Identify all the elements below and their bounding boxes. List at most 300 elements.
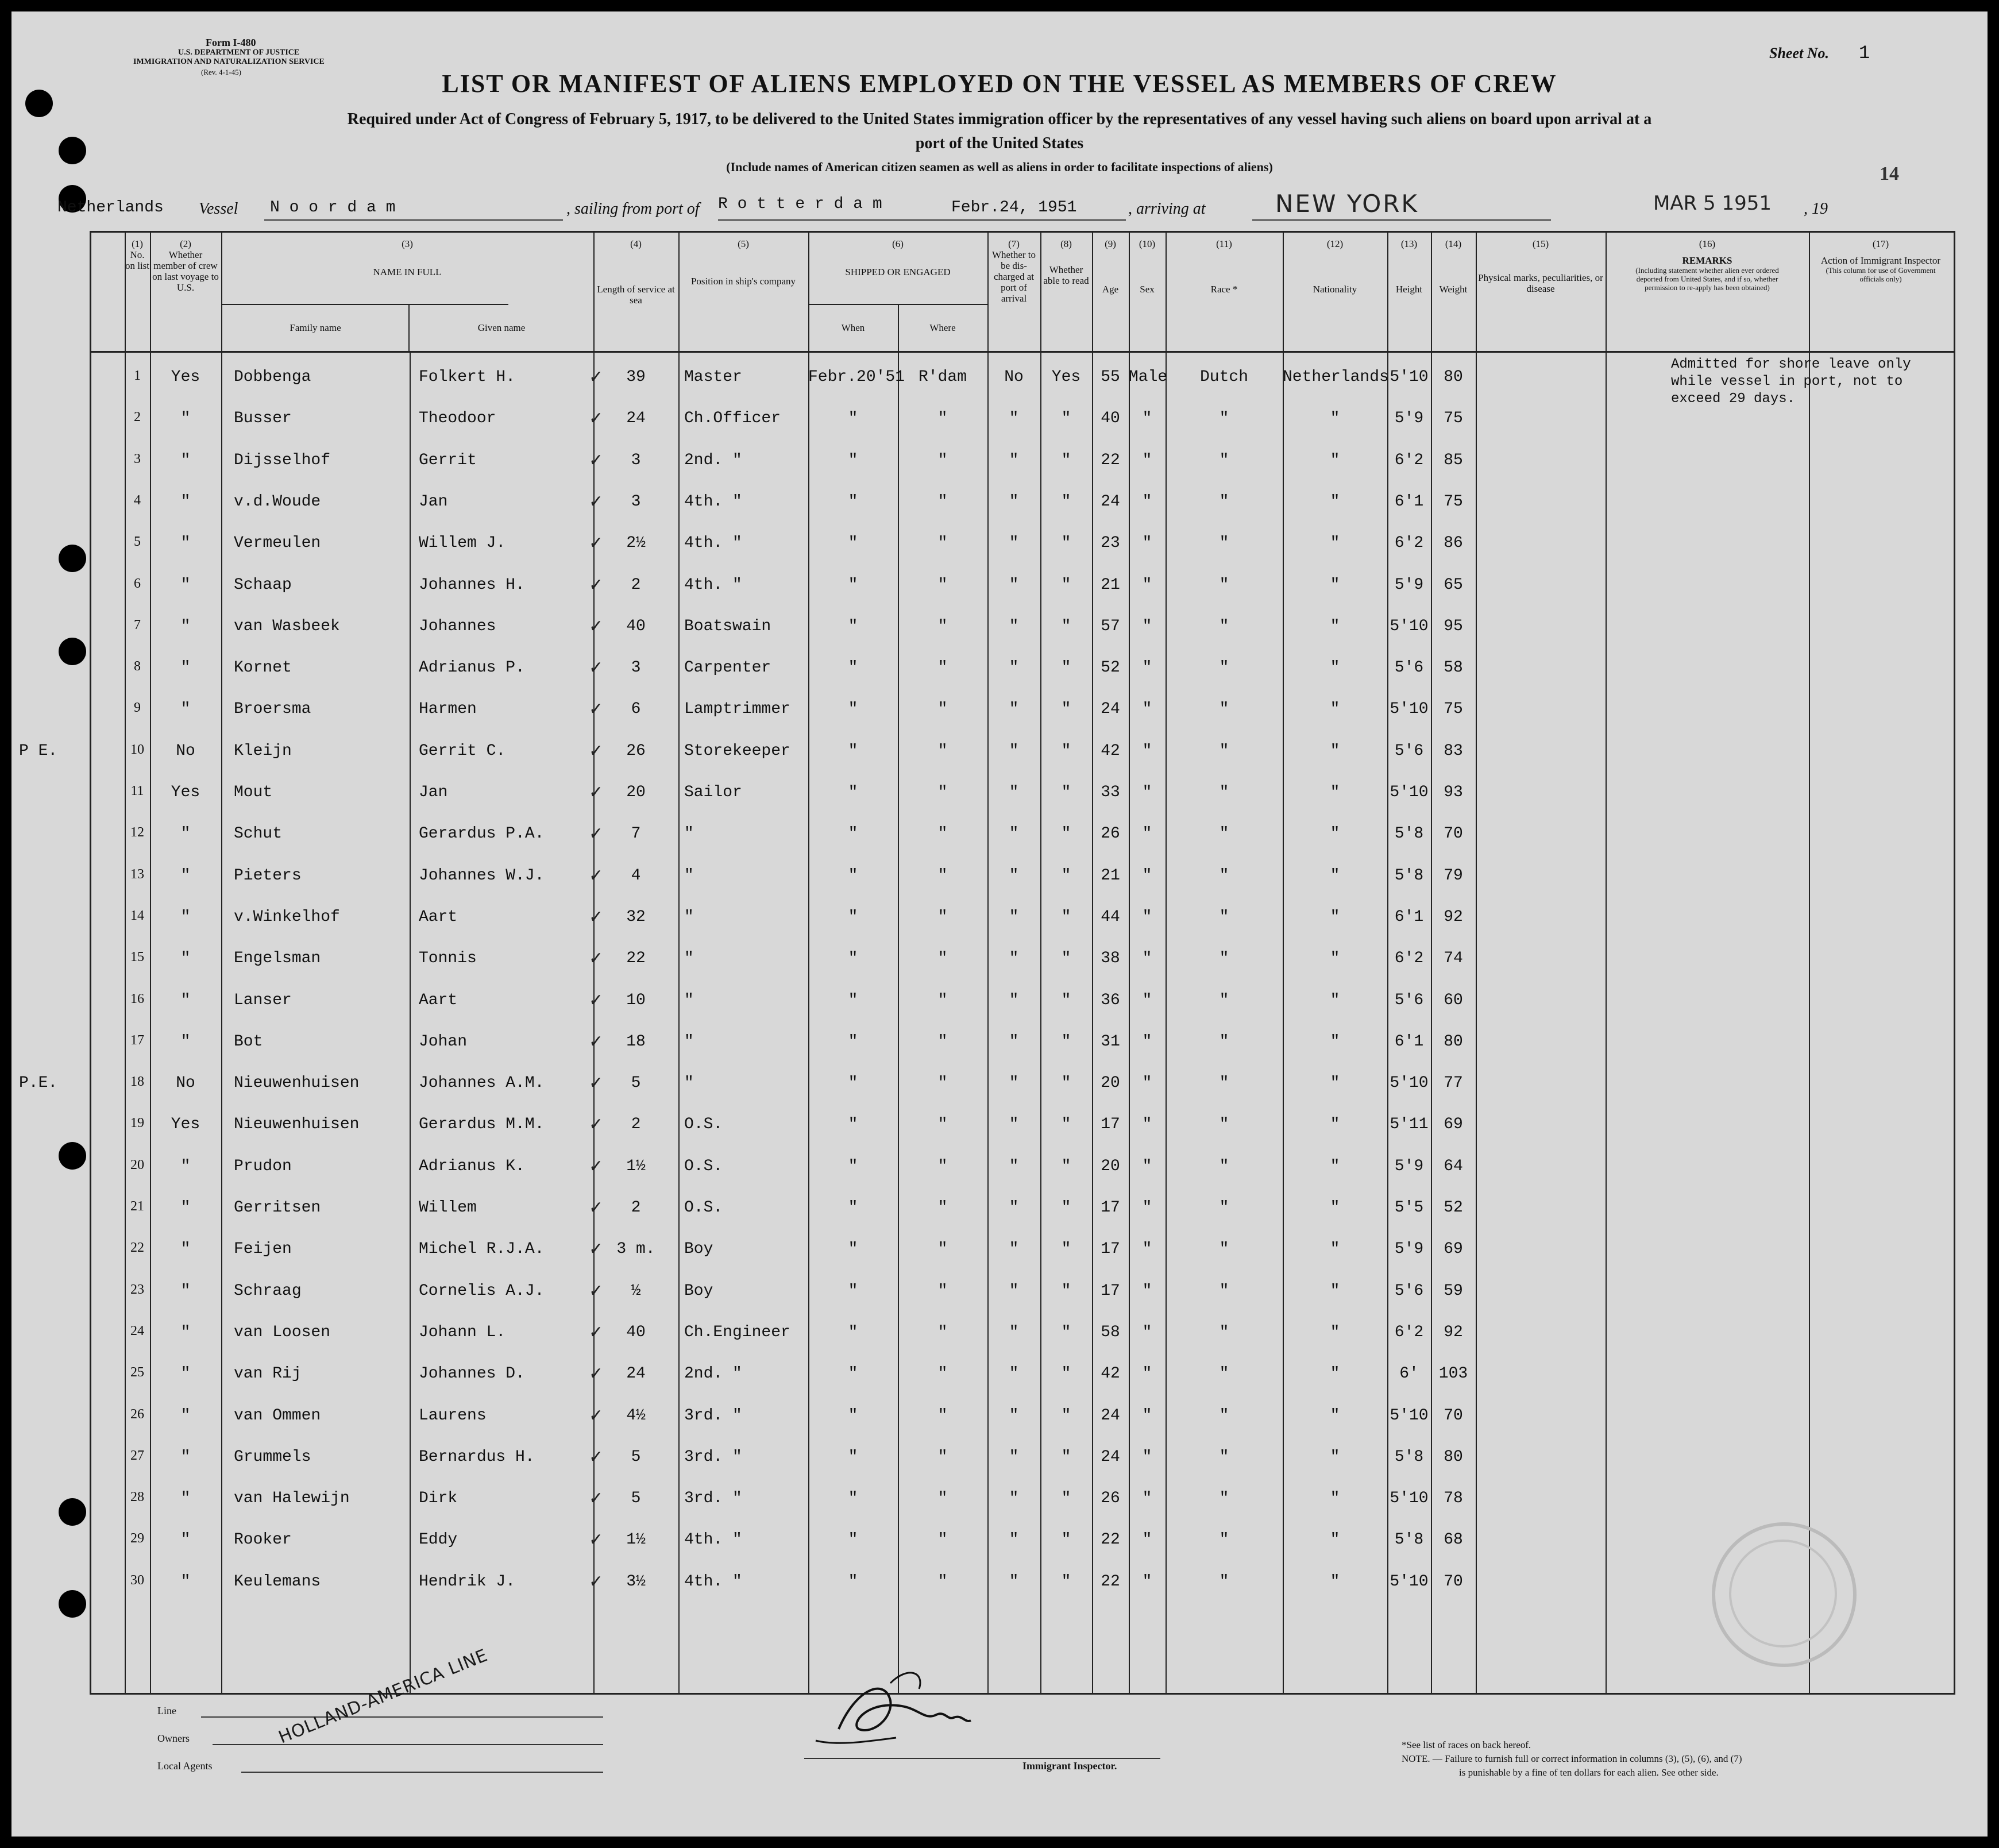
- crew-disch-cell: ": [1009, 1199, 1019, 1217]
- crew-nat-cell: ": [1330, 991, 1340, 1009]
- crew-when-cell: ": [848, 908, 858, 926]
- crew-prev-cell: ": [180, 534, 191, 553]
- crew-race-cell: ": [1219, 1199, 1229, 1217]
- punch-hole: [59, 638, 86, 665]
- crew-height-cell: 5'8: [1394, 1448, 1424, 1466]
- crew-height-cell: 5'11: [1390, 1116, 1429, 1134]
- crew-prev-cell: ": [180, 1406, 191, 1425]
- crew-when-cell: ": [848, 866, 858, 885]
- check-mark-icon: ✓: [589, 948, 604, 969]
- crew-service-cell: 24: [626, 1365, 646, 1383]
- col-discharged-header: (7) Whether to be dis-charged at port of arrival: [992, 238, 1036, 304]
- crew-family-cell: Engelsman: [234, 950, 321, 968]
- crew-where-cell: ": [937, 1490, 948, 1508]
- crew-no-cell: 19: [130, 1116, 144, 1131]
- crew-given-cell: Folkert H.: [419, 368, 516, 386]
- crew-when-cell: ": [848, 492, 858, 511]
- col-sex-header: (10) Sex: [1139, 238, 1156, 295]
- crew-nat-cell: ": [1330, 1032, 1340, 1051]
- form-service: IMMIGRATION AND NATURALIZATION SERVICE: [133, 57, 325, 66]
- crew-given-cell: Johannes W.J.: [419, 866, 545, 885]
- check-mark-icon: ✓: [589, 1198, 604, 1218]
- crew-read-cell: ": [1061, 617, 1071, 635]
- crew-age-cell: 42: [1101, 742, 1120, 760]
- port-entry-mark: P.E.: [19, 1074, 58, 1093]
- crew-given-cell: Cornelis A.J.: [419, 1282, 545, 1300]
- crew-prev-cell: ": [180, 1199, 191, 1217]
- crew-sex-cell: ": [1142, 742, 1152, 760]
- crew-prev-cell: No: [176, 742, 195, 760]
- crew-age-cell: 38: [1101, 950, 1120, 968]
- crew-nat-cell: ": [1330, 410, 1340, 428]
- crew-sex-cell: ": [1142, 1572, 1152, 1591]
- crew-where-cell: ": [937, 451, 948, 469]
- crew-no-cell: 24: [130, 1323, 144, 1338]
- holland-america-stamp: HOLLAND-AMERICA LINE: [276, 1645, 491, 1748]
- crew-prev-cell: ": [180, 825, 191, 843]
- crew-no-cell: 12: [130, 825, 144, 840]
- crew-race-cell: Dutch: [1199, 368, 1248, 386]
- crew-when-cell: ": [848, 1323, 858, 1341]
- crew-race-cell: ": [1219, 991, 1229, 1009]
- crew-when-cell: ": [848, 1240, 858, 1259]
- crew-weight-cell: 80: [1444, 1032, 1463, 1051]
- crew-where-cell: ": [937, 1240, 948, 1259]
- crew-service-cell: 5: [631, 1490, 641, 1508]
- crew-family-cell: Bot: [234, 1032, 263, 1051]
- check-mark-icon: ✓: [589, 1322, 604, 1342]
- crew-height-cell: 5'8: [1394, 1531, 1424, 1549]
- crew-family-cell: Mout: [234, 784, 273, 801]
- crew-disch-cell: ": [1009, 1531, 1019, 1549]
- crew-when-cell: ": [848, 576, 858, 594]
- crew-nat-cell: ": [1330, 1406, 1340, 1425]
- crew-height-cell: 6'2: [1394, 534, 1424, 553]
- crew-sex-cell: ": [1142, 1323, 1152, 1341]
- col-nationality-header: (12) Nationality: [1313, 238, 1357, 295]
- crew-race-cell: ": [1219, 700, 1229, 719]
- crew-sex-cell: ": [1142, 991, 1152, 1009]
- crew-family-cell: Dobbenga: [234, 368, 311, 386]
- crew-family-cell: van Loosen: [234, 1323, 331, 1341]
- crew-read-cell: ": [1061, 991, 1071, 1009]
- crew-age-cell: 17: [1101, 1199, 1120, 1217]
- crew-service-cell: 2½: [626, 534, 646, 553]
- crew-prev-cell: ": [180, 1032, 191, 1051]
- vessel-name: N o o r d a m: [270, 199, 396, 217]
- crew-disch-cell: No: [1004, 368, 1024, 386]
- crew-sex-cell: ": [1142, 908, 1152, 926]
- check-mark-icon: ✓: [589, 906, 604, 927]
- crew-sex-cell: Male: [1129, 368, 1168, 386]
- crew-age-cell: 26: [1101, 1490, 1120, 1508]
- crew-weight-cell: 58: [1444, 659, 1463, 677]
- crew-nat-cell: ": [1330, 1074, 1340, 1093]
- crew-given-cell: Jan: [419, 492, 448, 511]
- crew-service-cell: 18: [626, 1032, 646, 1051]
- crew-where-cell: ": [937, 1032, 948, 1051]
- crew-position-cell: Master: [684, 368, 742, 386]
- crew-no-cell: 5: [134, 534, 141, 550]
- crew-given-cell: Eddy: [419, 1531, 458, 1549]
- crew-age-cell: 20: [1101, 1074, 1120, 1093]
- crew-weight-cell: 79: [1444, 866, 1463, 885]
- crew-service-cell: 3: [631, 659, 641, 677]
- crew-no-cell: 18: [130, 1074, 144, 1090]
- crew-sex-cell: ": [1142, 1406, 1152, 1425]
- crew-when-cell: ": [848, 1572, 858, 1591]
- check-mark-icon: ✓: [589, 658, 604, 678]
- owners-label: Owners: [157, 1733, 190, 1744]
- crew-position-cell: ": [684, 866, 694, 885]
- crew-read-cell: ": [1061, 576, 1071, 594]
- crew-height-cell: 5'8: [1394, 866, 1424, 885]
- crew-age-cell: 58: [1101, 1323, 1120, 1341]
- arrival-date: MAR 5 1951: [1653, 192, 1772, 215]
- crew-table: [19, 231, 1955, 1695]
- crew-service-cell: 4: [631, 866, 641, 885]
- fine-note-2: is punishable by a fine of ten dollars for each alien. See other side.: [1459, 1767, 1719, 1778]
- crew-age-cell: 24: [1101, 1448, 1120, 1466]
- crew-nat-cell: ": [1330, 784, 1340, 801]
- crew-height-cell: 6'2: [1394, 1323, 1424, 1341]
- check-mark-icon: ✓: [589, 1571, 604, 1592]
- crew-where-cell: ": [937, 700, 948, 719]
- crew-no-cell: 6: [134, 576, 141, 591]
- crew-service-cell: 3: [631, 492, 641, 511]
- crew-height-cell: 5'6: [1394, 659, 1424, 677]
- check-mark-icon: ✓: [589, 1114, 604, 1135]
- manifest-title: LIST OR MANIFEST OF ALIENS EMPLOYED ON THE VESSEL AS MEMBERS OF CREW: [442, 70, 1557, 98]
- crew-service-cell: 24: [626, 410, 646, 428]
- crew-prev-cell: ": [180, 1240, 191, 1259]
- crew-disch-cell: ": [1009, 1240, 1019, 1259]
- crew-weight-cell: 75: [1444, 410, 1463, 428]
- crew-service-cell: 1½: [626, 1531, 646, 1549]
- crew-disch-cell: ": [1009, 742, 1019, 760]
- sailing-label: , sailing from port of: [566, 200, 700, 218]
- crew-no-cell: 26: [130, 1406, 144, 1422]
- crew-sex-cell: ": [1142, 1157, 1152, 1175]
- crew-height-cell: 5'10: [1390, 368, 1429, 386]
- crew-sex-cell: ": [1142, 1365, 1152, 1383]
- crew-where-cell: ": [937, 1157, 948, 1175]
- remarks-note-2: while vessel in port, not to: [1671, 374, 1903, 389]
- crew-weight-cell: 77: [1444, 1074, 1463, 1093]
- crew-weight-cell: 52: [1444, 1199, 1463, 1217]
- crew-read-cell: ": [1061, 1157, 1071, 1175]
- crew-read-cell: ": [1061, 950, 1071, 968]
- crew-race-cell: ": [1219, 451, 1229, 469]
- crew-height-cell: 6'1: [1394, 908, 1424, 926]
- crew-race-cell: ": [1219, 1406, 1229, 1425]
- remarks-note-3: exceed 29 days.: [1671, 391, 1796, 407]
- crew-where-cell: ": [937, 1365, 948, 1383]
- crew-sex-cell: ": [1142, 784, 1152, 801]
- crew-position-cell: ": [684, 1032, 694, 1051]
- crew-prev-cell: ": [180, 1323, 191, 1341]
- crew-given-cell: Jan: [419, 784, 448, 801]
- col-race-header: (11) Race *: [1210, 238, 1238, 295]
- check-mark-icon: ✓: [589, 865, 604, 886]
- crew-position-cell: ": [684, 1074, 694, 1093]
- crew-nat-cell: ": [1330, 1116, 1340, 1134]
- crew-no-cell: 17: [130, 1032, 144, 1048]
- manifest-sheet: [11, 11, 1988, 1837]
- crew-race-cell: ": [1219, 1448, 1229, 1466]
- check-mark-icon: ✓: [589, 450, 604, 470]
- col-no-header: (1) No. on list: [125, 238, 150, 271]
- manifest-subtitle-1: Required under Act of Congress of February 5, 1917, to be delivered to the United States immigration officer by the representatives of any vessel having such aliens on board upon arrival at a: [347, 110, 1652, 128]
- crew-position-cell: ": [684, 908, 694, 926]
- crew-given-cell: Willem: [419, 1199, 477, 1217]
- crew-given-cell: Johannes A.M.: [419, 1074, 545, 1093]
- crew-position-cell: 3rd. ": [684, 1448, 742, 1466]
- col-when-header: When: [841, 322, 865, 333]
- crew-prev-cell: ": [180, 1448, 191, 1466]
- crew-prev-cell: Yes: [171, 1116, 200, 1134]
- crew-given-cell: Hendrik J.: [419, 1572, 516, 1591]
- crew-read-cell: ": [1061, 1116, 1071, 1134]
- crew-age-cell: 33: [1101, 784, 1120, 801]
- crew-family-cell: Schut: [234, 825, 283, 843]
- crew-sex-cell: ": [1142, 576, 1152, 594]
- crew-family-cell: Feijen: [234, 1240, 292, 1259]
- manifest-subtitle-3: (Include names of American citizen seamen as well as aliens in order to facilitate inspections of aliens): [726, 160, 1273, 174]
- crew-sex-cell: ": [1142, 1199, 1152, 1217]
- crew-height-cell: 5'10: [1390, 1074, 1429, 1093]
- crew-nat-cell: ": [1330, 700, 1340, 719]
- check-mark-icon: ✓: [589, 1530, 604, 1550]
- crew-no-cell: 10: [130, 742, 144, 757]
- crew-when-cell: ": [848, 617, 858, 635]
- crew-position-cell: 4th. ": [684, 576, 742, 594]
- crew-age-cell: 17: [1101, 1116, 1120, 1134]
- crew-sex-cell: ": [1142, 825, 1152, 843]
- crew-given-cell: Johannes: [419, 617, 496, 635]
- crew-given-cell: Gerardus P.A.: [419, 825, 545, 843]
- col-physical-marks-header: (15) Physical marks, peculiarities, or disease: [1478, 238, 1603, 294]
- crew-height-cell: 5'9: [1394, 410, 1424, 428]
- crew-service-cell: 7: [631, 825, 641, 843]
- crew-height-cell: 5'10: [1390, 617, 1429, 635]
- crew-weight-cell: 64: [1444, 1157, 1463, 1175]
- col-name-header: (3) NAME IN FULL: [373, 238, 442, 277]
- crew-race-cell: ": [1219, 659, 1229, 677]
- crew-position-cell: 3rd. ": [684, 1490, 742, 1508]
- crew-prev-cell: ": [180, 659, 191, 677]
- crew-weight-cell: 103: [1438, 1365, 1468, 1383]
- crew-nat-cell: ": [1330, 576, 1340, 594]
- crew-prev-cell: Yes: [171, 368, 200, 386]
- crew-read-cell: ": [1061, 742, 1071, 760]
- crew-where-cell: ": [937, 991, 948, 1009]
- crew-disch-cell: ": [1009, 451, 1019, 469]
- crew-when-cell: ": [848, 1365, 858, 1383]
- form-number: Form I-480: [206, 37, 256, 48]
- crew-age-cell: 40: [1101, 410, 1120, 428]
- crew-age-cell: 17: [1101, 1240, 1120, 1259]
- col-remarks-header: (16) REMARKS (Including statement whether alien ever ordered deported from United States, and if so, whether permission to re-apply has been obtained): [1635, 238, 1779, 292]
- crew-family-cell: Schraag: [234, 1282, 302, 1300]
- crew-race-cell: ": [1219, 1116, 1229, 1134]
- crew-read-cell: ": [1061, 1032, 1071, 1051]
- punch-hole: [59, 545, 86, 572]
- crew-nat-cell: ": [1330, 1365, 1340, 1383]
- crew-family-cell: Busser: [234, 410, 292, 428]
- crew-no-cell: 8: [134, 659, 141, 674]
- punch-hole: [59, 1590, 86, 1618]
- punch-hole: [59, 1142, 86, 1170]
- crew-where-cell: ": [937, 825, 948, 843]
- crew-age-cell: 23: [1101, 534, 1120, 553]
- crew-sex-cell: ": [1142, 1282, 1152, 1300]
- crew-no-cell: 2: [134, 410, 141, 425]
- crew-where-cell: ": [937, 1406, 948, 1425]
- races-note: *See list of races on back hereof.: [1402, 1739, 1531, 1750]
- crew-given-cell: Gerardus M.M.: [419, 1116, 545, 1134]
- crew-weight-cell: 85: [1444, 451, 1463, 469]
- crew-weight-cell: 69: [1444, 1240, 1463, 1259]
- col-prev-voyage-header: (2) Whether member of crew on last voyage to U.S.: [152, 238, 219, 293]
- crew-no-cell: 28: [130, 1490, 144, 1505]
- crew-read-cell: ": [1061, 492, 1071, 511]
- crew-position-cell: Boy: [684, 1240, 713, 1259]
- crew-family-cell: v.d.Woude: [234, 492, 321, 511]
- check-mark-icon: ✓: [589, 1073, 604, 1094]
- inspector-signature: [804, 1666, 1000, 1758]
- crew-prev-cell: ": [180, 1365, 191, 1383]
- crew-height-cell: 5'9: [1394, 576, 1424, 594]
- col-height-header: (13) Height: [1395, 238, 1423, 295]
- crew-height-cell: 5'9: [1394, 1240, 1424, 1259]
- crew-disch-cell: ": [1009, 950, 1019, 968]
- crew-height-cell: 5'10: [1390, 1406, 1429, 1425]
- crew-where-cell: ": [937, 1572, 948, 1591]
- crew-family-cell: Vermeulen: [234, 534, 321, 553]
- crew-service-cell: 5: [631, 1448, 641, 1466]
- crew-position-cell: Ch.Engineer: [684, 1323, 790, 1341]
- crew-when-cell: ": [848, 1282, 858, 1300]
- col-weight-header: (14) Weight: [1439, 238, 1468, 295]
- crew-age-cell: 24: [1101, 700, 1120, 719]
- crew-race-cell: ": [1219, 825, 1229, 843]
- fine-note-1: NOTE. — Failure to furnish full or correct information in columns (3), (5), (6), and (7): [1402, 1753, 1742, 1764]
- crew-nat-cell: ": [1330, 742, 1340, 760]
- crew-given-cell: Adrianus P.: [419, 659, 525, 677]
- check-mark-icon: ✓: [589, 491, 604, 512]
- crew-position-cell: 2nd. ": [684, 451, 742, 469]
- crew-read-cell: ": [1061, 1572, 1071, 1591]
- crew-prev-cell: ": [180, 950, 191, 968]
- crew-sex-cell: ": [1142, 451, 1152, 469]
- crew-no-cell: 16: [130, 991, 144, 1006]
- crew-height-cell: 6'2: [1394, 451, 1424, 469]
- crew-race-cell: ": [1219, 1490, 1229, 1508]
- crew-read-cell: ": [1061, 1448, 1071, 1466]
- crew-height-cell: 5'10: [1390, 784, 1429, 801]
- crew-height-cell: 5'6: [1394, 991, 1424, 1009]
- crew-service-cell: 3 m.: [616, 1240, 655, 1259]
- crew-age-cell: 55: [1101, 368, 1120, 386]
- crew-disch-cell: ": [1009, 1032, 1019, 1051]
- crew-prev-cell: ": [180, 1490, 191, 1508]
- crew-when-cell: ": [848, 825, 858, 843]
- crew-given-cell: Aart: [419, 908, 458, 926]
- crew-read-cell: ": [1061, 784, 1071, 801]
- crew-age-cell: 21: [1101, 576, 1120, 594]
- crew-read-cell: ": [1061, 1074, 1071, 1093]
- crew-family-cell: van Wasbeek: [234, 617, 340, 635]
- crew-nat-cell: ": [1330, 908, 1340, 926]
- crew-when-cell: ": [848, 991, 858, 1009]
- crew-prev-cell: ": [180, 576, 191, 594]
- crew-when-cell: ": [848, 1448, 858, 1466]
- crew-given-cell: Gerrit C.: [419, 742, 506, 760]
- crew-position-cell: ": [684, 825, 694, 843]
- crew-weight-cell: 70: [1444, 1406, 1463, 1425]
- crew-prev-cell: ": [180, 617, 191, 635]
- crew-position-cell: O.S.: [684, 1199, 723, 1217]
- crew-nat-cell: ": [1330, 1448, 1340, 1466]
- crew-race-cell: ": [1219, 1032, 1229, 1051]
- crew-read-cell: ": [1061, 1531, 1071, 1549]
- check-mark-icon: ✓: [589, 740, 604, 761]
- crew-family-cell: Prudon: [234, 1157, 292, 1175]
- crew-nat-cell: Netherlands: [1283, 368, 1389, 386]
- crew-disch-cell: ": [1009, 866, 1019, 885]
- crew-disch-cell: ": [1009, 410, 1019, 428]
- sheet-number-value: 1: [1859, 43, 1870, 64]
- crew-nat-cell: ": [1330, 1572, 1340, 1591]
- crew-where-cell: ": [937, 1448, 948, 1466]
- crew-disch-cell: ": [1009, 825, 1019, 843]
- crew-when-cell: ": [848, 1490, 858, 1508]
- departure-port: R o t t e r d a m: [718, 195, 882, 213]
- line-label: Line: [157, 1705, 176, 1716]
- crew-race-cell: ": [1219, 1531, 1229, 1549]
- check-mark-icon: ✓: [589, 1364, 604, 1384]
- crew-service-cell: 2: [631, 1116, 641, 1134]
- crew-family-cell: Keulemans: [234, 1572, 321, 1591]
- crew-nat-cell: ": [1330, 950, 1340, 968]
- crew-sex-cell: ": [1142, 1531, 1152, 1549]
- crew-read-cell: ": [1061, 1240, 1071, 1259]
- crew-prev-cell: ": [180, 1157, 191, 1175]
- crew-when-cell: ": [848, 1116, 858, 1134]
- crew-read-cell: ": [1061, 534, 1071, 553]
- crew-service-cell: 3½: [626, 1572, 646, 1591]
- crew-given-cell: Harmen: [419, 700, 477, 719]
- crew-where-cell: ": [937, 617, 948, 635]
- crew-race-cell: ": [1219, 1323, 1229, 1341]
- crew-age-cell: 20: [1101, 1157, 1120, 1175]
- crew-service-cell: 4½: [626, 1406, 646, 1425]
- crew-family-cell: Dijsselhof: [234, 451, 331, 469]
- check-mark-icon: ✓: [589, 533, 604, 554]
- crew-prev-cell: ": [180, 410, 191, 428]
- crew-disch-cell: ": [1009, 534, 1019, 553]
- crew-no-cell: 14: [130, 908, 144, 923]
- crew-read-cell: ": [1061, 1490, 1071, 1508]
- crew-position-cell: Boy: [684, 1282, 713, 1300]
- crew-race-cell: ": [1219, 410, 1229, 428]
- crew-weight-cell: 70: [1444, 825, 1463, 843]
- col-where-header: Where: [929, 322, 956, 333]
- crew-race-cell: ": [1219, 950, 1229, 968]
- crew-given-cell: Johannes D.: [419, 1365, 525, 1383]
- crew-prev-cell: ": [180, 1282, 191, 1300]
